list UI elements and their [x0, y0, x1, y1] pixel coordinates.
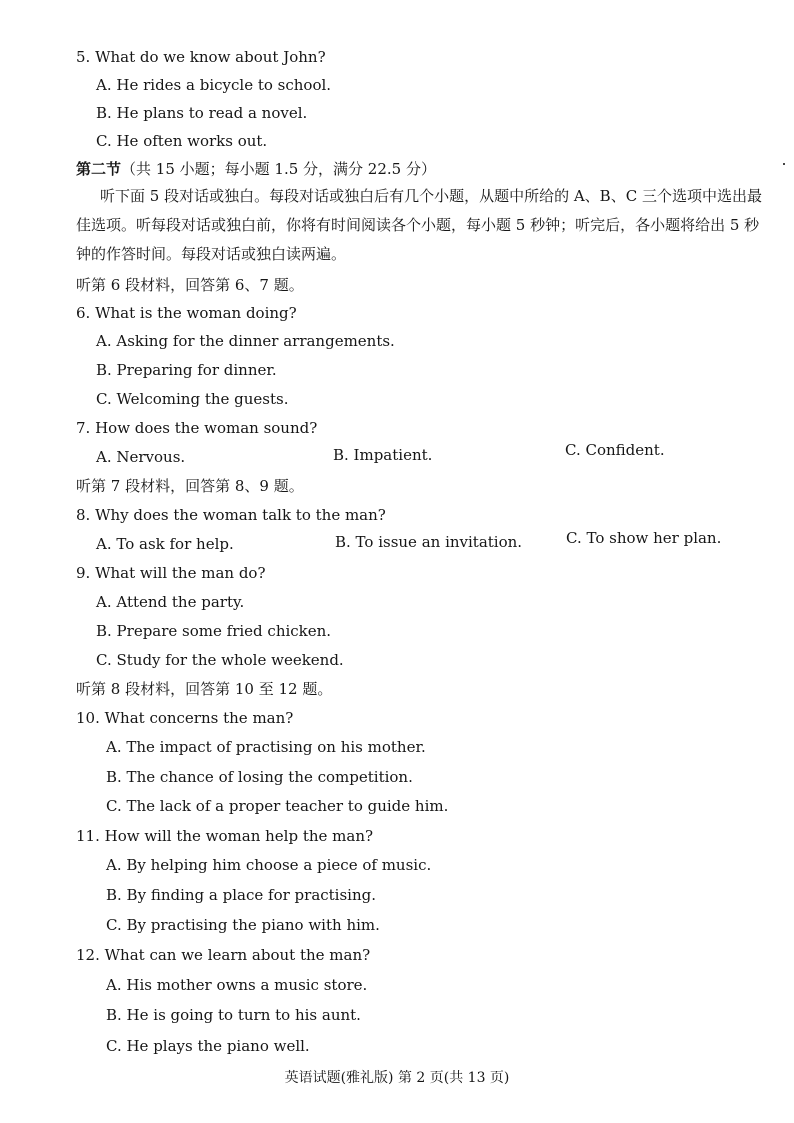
question-6-stem: 6. What is the woman doing?	[76, 304, 297, 322]
section-title: 第二节	[76, 160, 122, 178]
question-9-stem: 9. What will the man do?	[76, 564, 266, 582]
question-9-option-a: A. Attend the party.	[96, 593, 245, 611]
margin-mark	[783, 163, 785, 165]
question-10-option-c: C. The lack of a proper teacher to guide him.	[106, 797, 449, 815]
question-9-option-c: C. Study for the whole weekend.	[96, 651, 344, 669]
material-8-heading: 听第 8 段材料，回答第 10 至 12 题。	[76, 680, 333, 698]
question-5-option-b: B. He plans to read a novel.	[96, 104, 308, 122]
question-12-option-b: B. He is going to turn to his aunt.	[106, 1006, 361, 1024]
section-scoring-note: （共 15 小题；每小题 1.5 分，满分 22.5 分）	[121, 160, 436, 178]
question-8-option-c: C. To show her plan.	[566, 529, 722, 547]
section-heading	[76, 159, 436, 179]
page-footer: 英语试题(雅礼版) 第 2 页(共 13 页)	[284, 1070, 510, 1086]
question-9-option-b: B. Prepare some fried chicken.	[96, 622, 332, 640]
question-8-option-b: B. To issue an invitation.	[335, 533, 523, 551]
section-instructions	[76, 182, 766, 269]
question-11-option-c: C. By practising the piano with him.	[106, 916, 380, 934]
question-10-option-b: B. The chance of losing the competition.	[106, 768, 413, 786]
question-5-stem: 5. What do we know about John?	[76, 48, 326, 66]
question-12-option-a: A. His mother owns a music store.	[106, 976, 368, 994]
question-8-option-a: A. To ask for help.	[96, 535, 234, 553]
question-11-option-b: B. By finding a place for practising.	[106, 886, 377, 904]
question-6-option-a: A. Asking for the dinner arrangements.	[96, 332, 395, 350]
question-7-option-a: A. Nervous.	[96, 448, 186, 466]
question-7-option-b: B. Impatient.	[333, 446, 433, 464]
question-7-option-c: C. Confident.	[565, 441, 665, 459]
question-10-stem: 10. What concerns the man?	[76, 709, 294, 727]
question-5-option-a: A. He rides a bicycle to school.	[96, 76, 332, 94]
question-10-option-a: A. The impact of practising on his mother.	[106, 738, 426, 756]
question-6-option-c: C. Welcoming the guests.	[96, 390, 289, 408]
question-8-stem: 8. Why does the woman talk to the man?	[76, 506, 386, 524]
question-12-stem: 12. What can we learn about the man?	[76, 946, 371, 964]
question-5-option-c: C. He often works out.	[96, 132, 268, 150]
question-11-stem: 11. How will the woman help the man?	[76, 827, 374, 845]
material-6-heading: 听第 6 段材料，回答第 6、7 题。	[76, 276, 304, 294]
question-6-option-b: B. Preparing for dinner.	[96, 361, 277, 379]
question-12-option-c: C. He plays the piano well.	[106, 1037, 310, 1055]
material-7-heading: 听第 7 段材料，回答第 8、9 题。	[76, 477, 304, 495]
question-11-option-a: A. By helping him choose a piece of music.	[106, 856, 432, 874]
question-7-stem: 7. How does the woman sound?	[76, 419, 318, 437]
section-instructions-text: 听下面 5 段对话或独白。每段对话或独白后有几个小题，从题中所给的 A、B、C 三个选项中选出最佳选项。听每段对话或独白前，你将有时间阅读各个小题，每小题 5 秒钟；听完后，各小题将给出 5 秒钟的作答时间。每段对话或独白读两遍。	[76, 187, 762, 263]
